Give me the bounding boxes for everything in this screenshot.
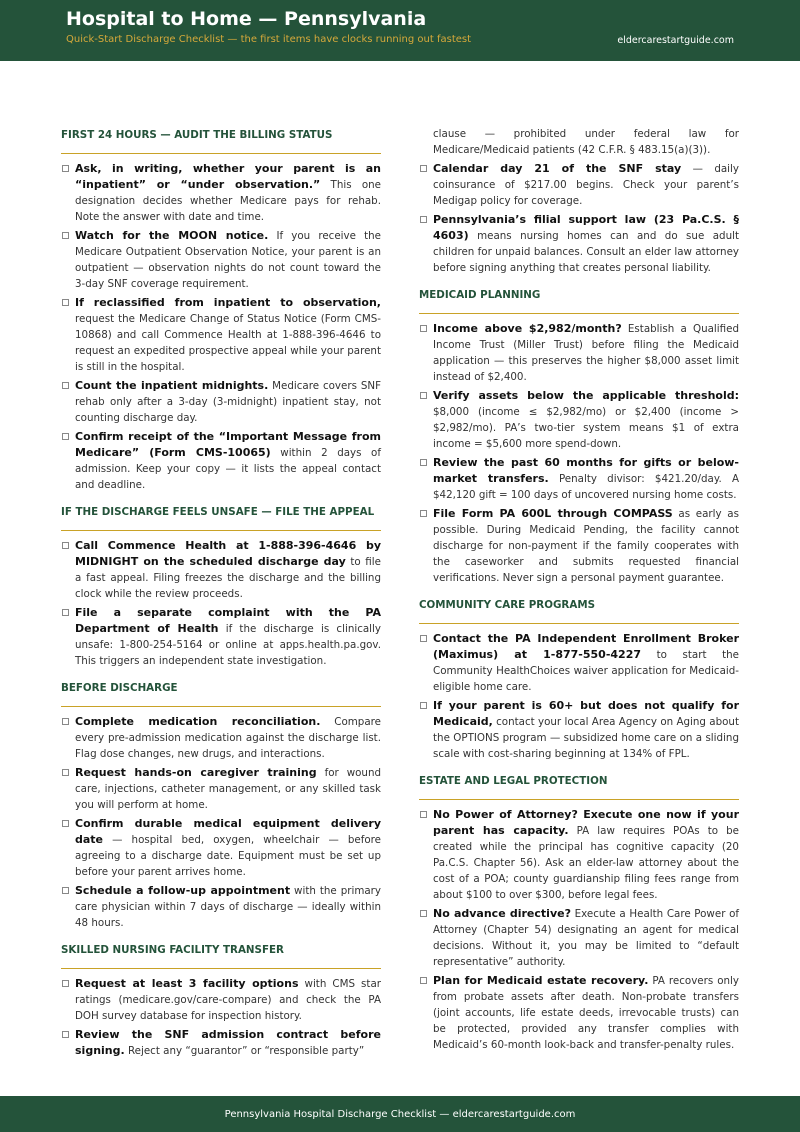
checklist-item bbox=[419, 388, 739, 452]
checklist-item bbox=[61, 538, 381, 602]
item-text: request the Medicare Change of Status Notice (Form CMS-10868) and call Commence Health at 1-888-396-4646 to request an expedited prospective appeal while your parent is still in the hospital. bbox=[75, 313, 381, 373]
item-lead: Confirm durable medical equipment delivery date bbox=[75, 817, 381, 846]
item-lead: Pennsylvania’s filial support law (23 Pa.C.S. § 4603) bbox=[433, 213, 739, 242]
checklist-item bbox=[419, 161, 739, 209]
checkbox-icon[interactable] bbox=[62, 165, 69, 172]
section-title: ESTATE AND LEGAL PROTECTION bbox=[419, 772, 739, 800]
item-text: to file a fast appeal. Filing freezes the discharge and the billing clock while the review proceeds. bbox=[75, 556, 381, 600]
item-text: within 2 days of admission. Keep your copy — it lists the appeal contact and deadline. bbox=[75, 447, 381, 491]
item-text: to start the Community HealthChoices waiver application for Medicaid-eligible home care. bbox=[433, 649, 739, 693]
checklist-section bbox=[61, 679, 381, 931]
checklist-item bbox=[61, 429, 381, 493]
site-link[interactable]: eldercarestartguide.com bbox=[617, 35, 734, 46]
checkbox-icon[interactable] bbox=[420, 910, 427, 917]
right-sections bbox=[419, 286, 739, 1053]
footer-text: Pennsylvania Hospital Discharge Checklist — eldercarestartguide.com bbox=[224, 1108, 576, 1120]
checkbox-icon[interactable] bbox=[62, 542, 69, 549]
checkbox-icon[interactable] bbox=[420, 216, 427, 223]
item-lead: Review the past 60 months for gifts or below-market transfers. bbox=[433, 456, 739, 485]
item-lead: Request hands-on caregiver training bbox=[75, 766, 317, 779]
checklist-item bbox=[419, 973, 739, 1053]
item-text: Establish a Qualified Income Trust (Miller Trust) before filing the Medicaid application — this preserves the higher $8,000 asset limit instead of $2,400. bbox=[433, 323, 740, 383]
page-subtitle: Quick-Start Discharge Checklist — the first items have clocks running out fastest bbox=[66, 34, 472, 45]
item-text: means nursing homes can and do sue adult children for unpaid balances. Consult an elder law attorney before signing anything that creates personal liability. bbox=[433, 230, 739, 274]
item-text: — hospital bed, oxygen, wheelchair — before agreeing to a discharge date. Equipment must be set up before your parent arrives home. bbox=[75, 834, 381, 878]
checkbox-icon[interactable] bbox=[420, 510, 427, 517]
checkbox-icon[interactable] bbox=[420, 459, 427, 466]
checklist-item bbox=[419, 807, 739, 903]
checkbox-icon[interactable] bbox=[420, 977, 427, 984]
checklist-section bbox=[61, 126, 381, 493]
item-lead: No advance directive? bbox=[433, 907, 571, 920]
item-lead: Request at least 3 facility options bbox=[75, 977, 299, 990]
checklist-section bbox=[61, 941, 381, 1059]
item-text: This one designation decides whether Medicare pays for rehab. Note the answer with date and time. bbox=[75, 179, 382, 223]
item-lead: Ask, in writing, whether your parent is an “inpatient” or “under observation.” bbox=[75, 162, 381, 191]
section-title: FIRST 24 HOURS — AUDIT THE BILLING STATUS bbox=[61, 126, 381, 154]
checklist-item bbox=[419, 455, 739, 503]
checkbox-icon[interactable] bbox=[62, 232, 69, 239]
checklist-section bbox=[61, 503, 381, 669]
item-text: with CMS star ratings (medicare.gov/care-compare) and check the PA DOH survey database for inspection history. bbox=[75, 978, 381, 1022]
item-lead: Calendar day 21 of the SNF stay bbox=[433, 162, 682, 175]
right-column bbox=[419, 126, 739, 1063]
item-lead: Schedule a follow-up appointment bbox=[75, 884, 291, 897]
item-lead: Income above $2,982/month? bbox=[433, 322, 622, 335]
checklist-item bbox=[61, 605, 381, 669]
left-column bbox=[61, 126, 381, 1069]
item-text: If you receive the Medicare Outpatient Observation Notice, your parent is an outpatient — observation nights do not count toward the 3-day SNF coverage requirement. bbox=[75, 230, 382, 290]
checkbox-icon[interactable] bbox=[62, 887, 69, 894]
item-lead: Confirm receipt of the “Important Message from Medicare” (Form CMS-10065) bbox=[75, 430, 381, 459]
checklist-item bbox=[419, 506, 739, 586]
checklist-section bbox=[419, 596, 739, 762]
item-lead: Watch for the MOON notice. bbox=[75, 229, 269, 242]
item-lead: Review the SNF admission contract before signing. bbox=[75, 1028, 381, 1057]
checklist-item bbox=[61, 228, 381, 292]
item-text: for wound care, injections, catheter management, or any skilled task you will perform at home. bbox=[75, 767, 382, 811]
checkbox-icon[interactable] bbox=[420, 392, 427, 399]
checklist-item bbox=[61, 161, 381, 225]
checkbox-icon[interactable] bbox=[62, 820, 69, 827]
section-title: BEFORE DISCHARGE bbox=[61, 679, 381, 707]
checkbox-icon[interactable] bbox=[62, 718, 69, 725]
checkbox-icon[interactable] bbox=[62, 769, 69, 776]
item-text: Medicare covers SNF rehab only after a 3-day (3-midnight) inpatient stay, not counting discharge day. bbox=[75, 380, 381, 424]
section-title: SKILLED NURSING FACILITY TRANSFER bbox=[61, 941, 381, 969]
checkbox-icon[interactable] bbox=[62, 609, 69, 616]
section-title: COMMUNITY CARE PROGRAMS bbox=[419, 596, 739, 624]
continued-text: clause — prohibited under federal law for Medicare/Medicaid patients (42 C.F.R. § 483.15(a)(3)). bbox=[433, 128, 739, 156]
item-text: Compare every pre-admission medication against the discharge list. Flag dose changes, new drugs, and interactions. bbox=[75, 716, 381, 760]
item-lead: Contact the PA Independent Enrollment Broker (Maximus) at 1-877-550-4227 bbox=[433, 632, 739, 661]
checkbox-icon[interactable] bbox=[62, 1031, 69, 1038]
item-text: PA law requires POAs to be created while the principal has cognitive capacity (20 Pa.C.S. Chapter 56). Ask an elder-law attorney about the cost of a POA; county guardianship filing fees range from about $100 to over $300, before legal fees. bbox=[433, 825, 739, 901]
page-footer bbox=[0, 1096, 800, 1132]
checklist-item bbox=[419, 906, 739, 970]
item-text: contact your local Area Agency on Aging about the OPTIONS program — subsidized home care on a sliding scale with cost-sharing beginning at 134% of FPL. bbox=[433, 716, 739, 760]
checklist-item bbox=[419, 698, 739, 762]
checklist-item bbox=[61, 816, 381, 880]
checklist-item bbox=[419, 631, 739, 695]
checklist-item bbox=[61, 765, 381, 813]
page-title: Hospital to Home — Pennsylvania bbox=[66, 8, 427, 30]
page-header bbox=[0, 0, 800, 61]
checklist-item bbox=[61, 976, 381, 1024]
checklist-item bbox=[61, 295, 381, 375]
section-title: MEDICAID PLANNING bbox=[419, 286, 739, 314]
checklist-item bbox=[61, 1027, 381, 1059]
checkbox-icon[interactable] bbox=[62, 382, 69, 389]
checkbox-icon[interactable] bbox=[420, 702, 427, 709]
checkbox-icon[interactable] bbox=[420, 165, 427, 172]
item-text: PA recovers only from probate assets after death. Non-probate transfers (joint accounts, life estate deeds, irrevocable trusts) can be protected, provided any transfer complies with Medicaid’s 60-month look-back and transfer-penalty rules. bbox=[433, 975, 739, 1051]
item-lead: If reclassified from inpatient to observation, bbox=[75, 296, 381, 309]
checkbox-icon[interactable] bbox=[420, 811, 427, 818]
item-text: Execute a Health Care Power of Attorney (Chapter 54) designating an agent for medical decisions. Without it, you may be limited to “default representative” authority. bbox=[433, 908, 739, 968]
section-title: IF THE DISCHARGE FEELS UNSAFE — FILE THE APPEAL bbox=[61, 503, 381, 531]
checkbox-icon[interactable] bbox=[420, 325, 427, 332]
item-lead: Call Commence Health at 1-888-396-4646 by MIDNIGHT on the scheduled discharge day bbox=[75, 539, 381, 568]
item-lead: Complete medication reconciliation. bbox=[75, 715, 321, 728]
checkbox-icon[interactable] bbox=[62, 299, 69, 306]
item-lead: File a separate complaint with the PA Department of Health bbox=[75, 606, 381, 635]
checklist-item bbox=[419, 212, 739, 276]
item-lead: If your parent is 60+ but does not qualify for Medicaid, bbox=[433, 699, 739, 728]
item-lead: File Form PA 600L through COMPASS bbox=[433, 507, 673, 520]
checkbox-icon[interactable] bbox=[420, 635, 427, 642]
item-text: Penalty divisor: $421.20/day. A $42,120 gift = 100 days of uncovered nursing home costs. bbox=[433, 473, 739, 501]
checklist-item bbox=[61, 883, 381, 931]
checklist-section bbox=[419, 772, 739, 1053]
checkbox-icon[interactable] bbox=[62, 980, 69, 987]
item-text: $8,000 (income ≤ $2,982/mo) or $2,400 (income > $2,982/mo). PA’s two-tier system means $1 of extra income = $5,600 more spend-down. bbox=[433, 406, 739, 450]
item-lead: Count the inpatient midnights. bbox=[75, 379, 269, 392]
checkbox-icon[interactable] bbox=[62, 433, 69, 440]
item-lead: No Power of Attorney? Execute one now if your parent has capacity. bbox=[433, 808, 739, 837]
checklist-item bbox=[419, 321, 739, 385]
item-lead: Plan for Medicaid estate recovery. bbox=[433, 974, 649, 987]
continued-items bbox=[419, 161, 739, 276]
checklist-item bbox=[61, 378, 381, 426]
checklist-section bbox=[419, 286, 739, 586]
item-text: with the primary care physician within 7 days of discharge — ideally within 48 hours. bbox=[75, 885, 381, 929]
item-lead: Verify assets below the applicable threshold: bbox=[433, 389, 739, 402]
checklist-item bbox=[61, 714, 381, 762]
item-text: — daily coinsurance of $217.00 begins. Check your parent’s Medigap policy for coverage. bbox=[433, 163, 739, 207]
item-text: Reject any “guarantor” or “responsible party” bbox=[124, 1045, 365, 1057]
item-text: as early as possible. During Medicaid Pending, the facility cannot discharge for non-payment if the family cooperates with the caseworker and submits requested financial verifications. Never sign a personal payment guarantee. bbox=[433, 508, 739, 584]
item-text: if the discharge is clinically unsafe: 1-800-254-5164 or online at apps.health.pa.gov. This triggers an independent state investigation. bbox=[75, 623, 381, 667]
